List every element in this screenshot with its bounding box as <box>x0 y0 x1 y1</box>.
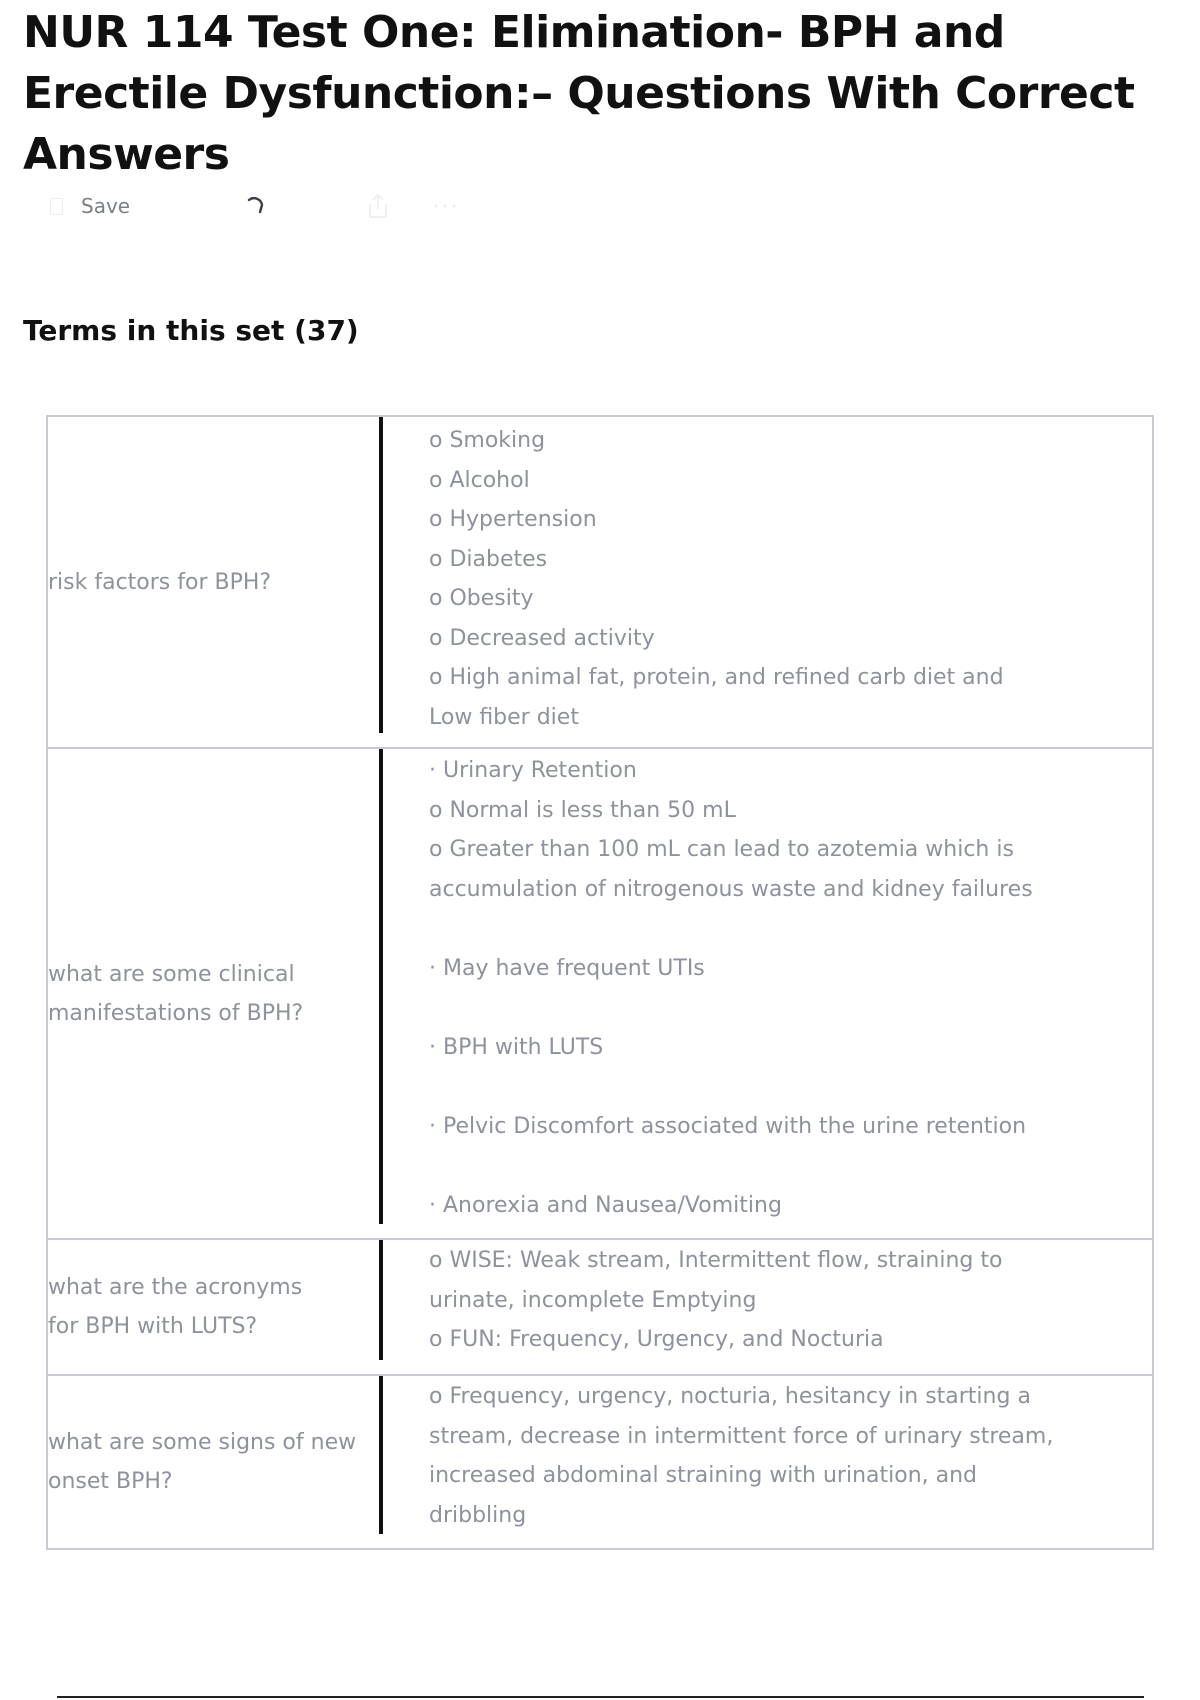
save-label: Save <box>81 194 131 218</box>
definition-spacer <box>429 909 1132 949</box>
definition-line: o Decreased activity <box>429 625 655 651</box>
loading-spinner <box>240 186 270 226</box>
term-definition <box>429 1241 1132 1360</box>
bookmark-icon <box>50 198 63 215</box>
share-button[interactable] <box>365 186 391 226</box>
definition-line: o Hypertension <box>429 507 597 532</box>
definition-line: · Anorexia and Nausea/Vomiting <box>429 1192 782 1218</box>
definition-line: o High animal fat, protein, and refined carb diet and <box>429 665 1004 690</box>
definition-line: o Normal is less than 50 mL <box>429 797 736 823</box>
term-divider <box>379 1376 383 1534</box>
definition-line: o Frequency, urgency, nocturia, hesitancy in starting a <box>429 1384 1031 1409</box>
share-icon <box>365 191 391 221</box>
footer-divider <box>57 1696 1144 1698</box>
definition-line: o Alcohol <box>429 467 530 493</box>
definition-line: urinate, incomplete Emptying <box>429 1287 757 1313</box>
term-divider <box>379 417 383 733</box>
definition-line: o WISE: Weak stream, Intermittent flow, straining to <box>429 1248 1003 1273</box>
term-row[interactable] <box>46 415 1154 749</box>
definition-line: dribbling <box>429 1502 527 1528</box>
definition-line: · Urinary Retention <box>429 758 637 783</box>
definition-line: · Pelvic Discomfort associated with the urine retention <box>429 1113 1027 1139</box>
term-word <box>48 1376 378 1548</box>
terms-heading: Terms in this set (37) <box>23 314 359 347</box>
definition-spacer <box>429 988 1132 1028</box>
definition-line: accumulation of nitrogenous waste and kidney failures <box>429 876 1033 902</box>
definition-line: stream, decrease in intermittent force of urinary stream, <box>429 1423 1054 1449</box>
term-word <box>48 1240 378 1374</box>
more-options-button[interactable] <box>430 186 460 226</box>
save-button[interactable] <box>50 186 130 226</box>
term-word-text: what are some clinical manifestations of BPH? <box>48 961 304 1026</box>
definition-line: o Diabetes <box>429 546 548 572</box>
term-word-text: risk factors for BPH? <box>48 569 272 595</box>
definition-line: Low fiber diet <box>429 704 579 730</box>
more-icon <box>430 201 460 211</box>
definition-line: o Smoking <box>429 428 546 453</box>
page-title: NUR 114 Test One: Elimination- BPH and Erectile Dysfunction:– Questions With Correct Answers <box>23 7 1135 180</box>
spinner-icon <box>240 191 270 221</box>
definition-line: · BPH with LUTS <box>429 1034 604 1060</box>
term-definition <box>429 1377 1132 1535</box>
definition-line: increased abdominal straining with urination, and <box>429 1463 978 1488</box>
definition-line: o FUN: Frequency, Urgency, and Nocturia <box>429 1327 884 1352</box>
term-row[interactable] <box>46 747 1154 1240</box>
term-row[interactable] <box>46 1374 1154 1550</box>
term-word <box>48 749 378 1238</box>
definition-line: o Obesity <box>429 586 534 611</box>
term-definition <box>429 421 1132 737</box>
term-definition <box>429 751 1132 1225</box>
definition-line: · May have frequent UTIs <box>429 955 705 981</box>
term-divider <box>379 749 383 1224</box>
term-word-text: what are some signs of new onset BPH? <box>48 1430 357 1494</box>
term-word-text: what are the acronyms for BPH with LUTS? <box>48 1275 303 1339</box>
definition-spacer <box>429 1067 1132 1107</box>
term-row[interactable] <box>46 1238 1154 1376</box>
term-word <box>48 417 378 747</box>
toolbar <box>50 186 550 226</box>
definition-line: o Greater than 100 mL can lead to azotemia which is <box>429 837 1014 862</box>
term-divider <box>379 1240 383 1360</box>
definition-spacer <box>429 1146 1132 1186</box>
